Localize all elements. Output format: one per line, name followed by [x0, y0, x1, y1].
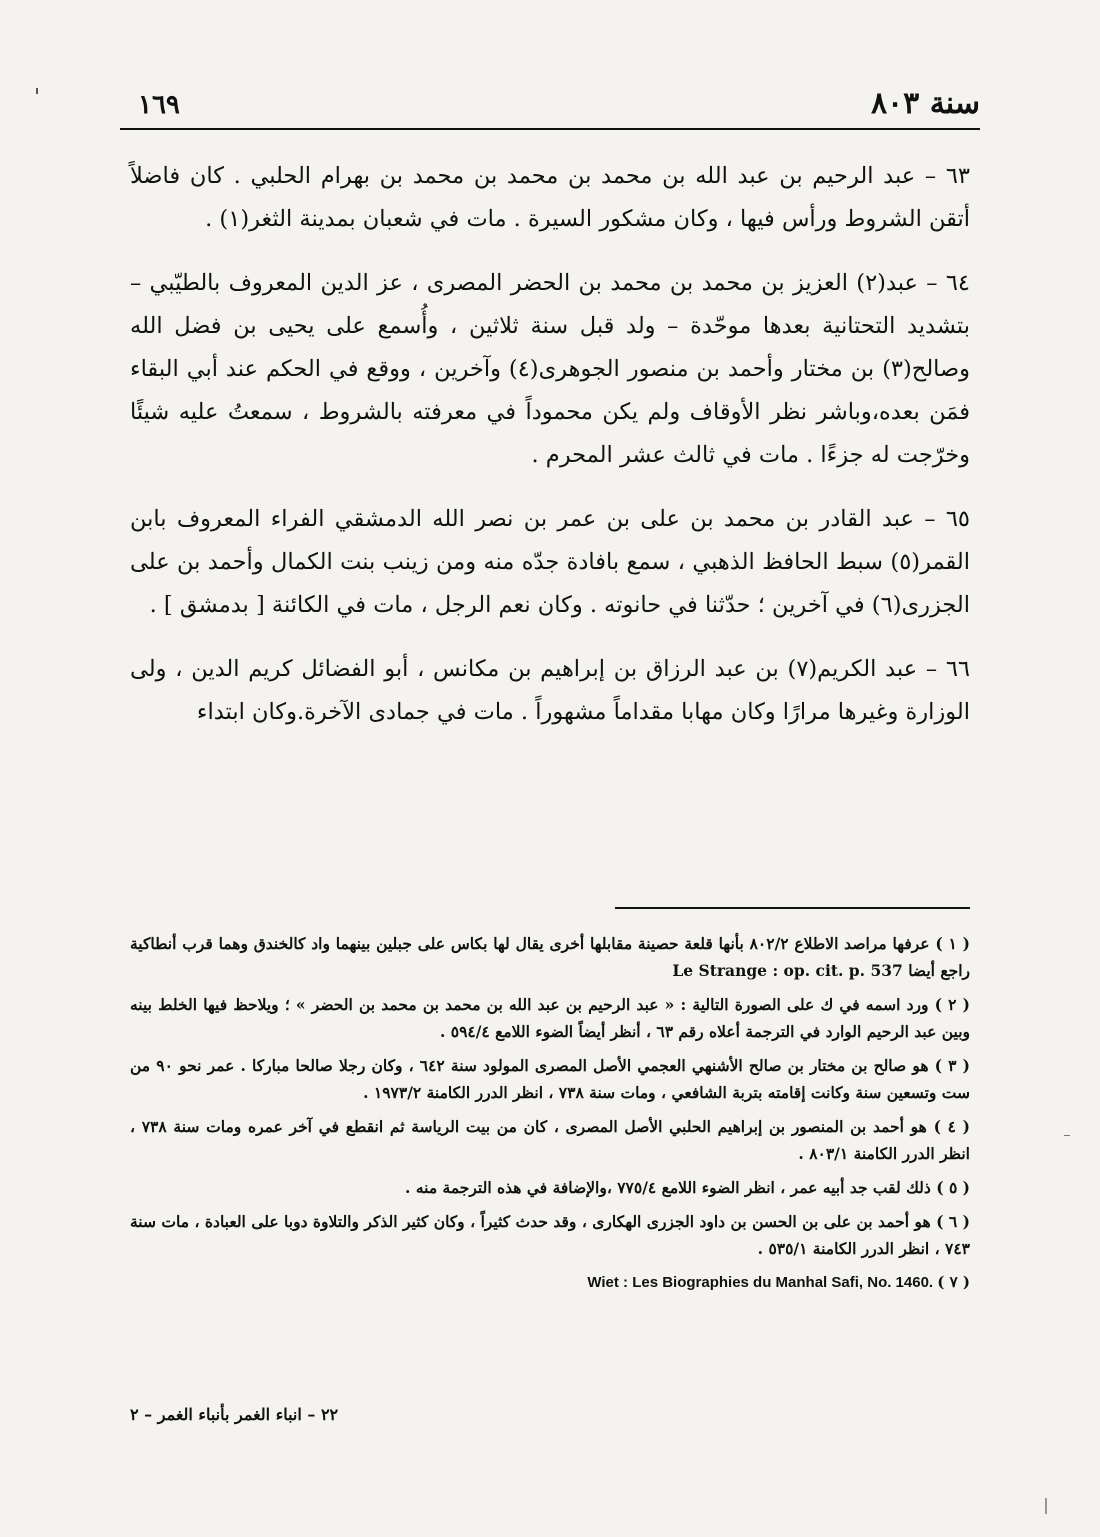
- footnote-3: ( ٣ ) هو صالح بن مختار بن صالح الأشنهي العجمي الأصل المصرى المولود سنة ٦٤٢ ، وكان رجلا صالحا مباركا . عمر نحو ٩٠ من ست وتسعين سنة وكانت إقامته بتربة الشافعي ، ومات سنة ٧٣٨ ، انظر الدرر الكامنة ١٩٧٣/٢ .: [130, 1056, 970, 1102]
- footnote-7-label: ( ٧ ): [937, 1273, 970, 1291]
- footnote-2: ( ٢ ) ورد اسمه في ك على الصورة التالية : « عبد الرحيم بن عبد الله بن محمد بن محمد بن الحضر » ؛ ويلاحظ فيها الخلط بينه وبين عبد الرحيم الوارد في الترجمة أعلاه رقم ٦٣ ، أنظر أيضاً الضوء اللامع ٥٩٤/٤ .: [130, 995, 971, 1041]
- footnotes: [130, 930, 970, 1303]
- signature-line: ٢٢ – انباء الغمر بأنباء الغمر – ٢: [130, 1405, 339, 1424]
- scan-speck: [36, 88, 38, 94]
- entry-number: ٦٦: [945, 656, 971, 682]
- entry-65: ٦٥ – عبد القادر بن محمد بن على بن عمر بن نصر الله الدمشقي الفراء المعروف بابن القمر(٥) سبط الحافظ الذهبي ، سمع بافادة جدّه منه ومن زينب بنت الكمال وأحمد بن على الجزرى(٦) في آخرين ؛ حدّثنا في حانوته . وكان نعم الرجل ، مات في الكائنة [ بدمشق ] .: [130, 506, 970, 618]
- main-text: [130, 155, 970, 755]
- page-number: ١٦٩: [138, 90, 180, 120]
- footnote-7-text: Wiet : Les Biographies du Manhal Safi, No. 1460.: [587, 1274, 934, 1291]
- footnote-rule: [615, 907, 970, 909]
- running-header: [120, 78, 980, 128]
- header-rule: [120, 128, 980, 130]
- footnote-1: ( ١ ) عرفها مراصد الاطلاع ٨٠٢/٢ بأنها قلعة حصينة مقابلها أخرى يقال لها بكاس على جبلين بينهما واد كالخندق وهما قرب أنطاكية راجع أيضا Le Strange : op. cit. p. 537: [130, 934, 970, 980]
- footnote-6: ( ٦ ) هو أحمد بن على بن الحسن بن داود الجزرى الهكارى ، وقد حدث كثيراً ، وكان كثير الذكر والتلاوة دوبا على العبادة ، مات سنة ٧٤٣ ، انظر الدرر الكامنة ٥٣٥/١ .: [130, 1212, 970, 1258]
- entry-text: عبد الكريم(٧) بن عبد الرزاق بن إبراهيم بن مكانس ، أبو الفضائل كريم الدين ، ولى الوزارة وغيرها مرارًا وكان مهابا مقداماً مشهوراً . مات في جمادى الآخرة.وكان ابتداء: [130, 656, 970, 725]
- footnote-4: ( ٤ ) هو أحمد بن المنصور بن إبراهيم الحلبي الأصل المصرى ، كان من بيت الرياسة ثم انقطع في آخر عمره ومات سنة ٧٣٨ ، انظر الدرر الكامنة ٨٠٣/١ .: [130, 1117, 971, 1163]
- header-year: سنة ٨٠٣: [870, 86, 980, 121]
- entry-text: عبد القادر بن محمد بن على بن عمر بن نصر الله الدمشقي الفراء المعروف بابن القمر(٥) سبط الحافظ الذهبي ، سمع بافادة جدّه منه ومن زينب بنت الكمال وأحمد بن على الجزرى(٦) في آخرين ؛ حدّثنا في حانوته . وكان نعم الرجل ، مات في الكائنة [ بدمشق ] .: [130, 506, 970, 618]
- footnote-5: ( ٥ ) ذلك لقب جد أبيه عمر ، انظر الضوء اللامع ٧٧٥/٤ ،والإضافة في هذه الترجمة منه .: [405, 1178, 970, 1197]
- entry-63: ٦٣ – عبد الرحيم بن عبد الله بن محمد بن محمد بن محمد بن بهرام الحلبي . كان فاضلاً أتقن الشروط ورأس فيها ، وكان مشكور السيرة . مات في شعبان بمدينة الثغر(١) .: [130, 163, 970, 232]
- entry-number: ٦٤: [945, 270, 970, 296]
- entry-66: ٦٦ – عبد الكريم(٧) بن عبد الرزاق بن إبراهيم بن مكانس ، أبو الفضائل كريم الدين ، ولى الوزارة وغيرها مرارًا وكان مهابا مقداماً مشهوراً . مات في جمادى الآخرة.وكان ابتداء: [130, 656, 971, 725]
- entry-text: عبد الرحيم بن عبد الله بن محمد بن محمد بن محمد بن بهرام الحلبي . كان فاضلاً أتقن الشروط ورأس فيها ، وكان مشكور السيرة . مات في شعبان بمدينة الثغر(١) .: [130, 163, 970, 232]
- entry-number: ٦٣: [945, 163, 970, 189]
- entry-text: عبد(٢) العزيز بن محمد بن محمد بن الحضر المصرى ، عز الدين المعروف بالطيّبي – بتشديد التحتانية بعدها موحّدة – ولد قبل سنة ثلاثين ، وأُسمع على يحيى بن فضل الله وصالح(٣) بن مختار وأحمد بن منصور الجوهرى(٤) وآخرين ، ووقع في الحكم عند أبي البقاء فمَن بعده،وباشر نظر الأوقاف ولم يكن محموداً في معرفته بالشروط ، سمعتُ عليه شيئًا وخرّجت له جزءًا . مات في ثالث عشر المحرم .: [130, 270, 970, 468]
- entry-number: ٦٥: [945, 506, 970, 532]
- footnote-7: [130, 1269, 970, 1296]
- scan-speck: [1064, 1135, 1070, 1136]
- entry-64: ٦٤ – عبد(٢) العزيز بن محمد بن محمد بن الحضر المصرى ، عز الدين المعروف بالطيّبي – بتشديد التحتانية بعدها موحّدة – ولد قبل سنة ثلاثين ، وأُسمع على يحيى بن فضل الله وصالح(٣) بن مختار وأحمد بن منصور الجوهرى(٤) وآخرين ، ووقع في الحكم عند أبي البقاء فمَن بعده،وباشر نظر الأوقاف ولم يكن محموداً في معرفته بالشروط ، سمعتُ عليه شيئًا وخرّجت له جزءًا . مات في ثالث عشر المحرم .: [130, 270, 970, 468]
- scan-speck: [1045, 1498, 1047, 1514]
